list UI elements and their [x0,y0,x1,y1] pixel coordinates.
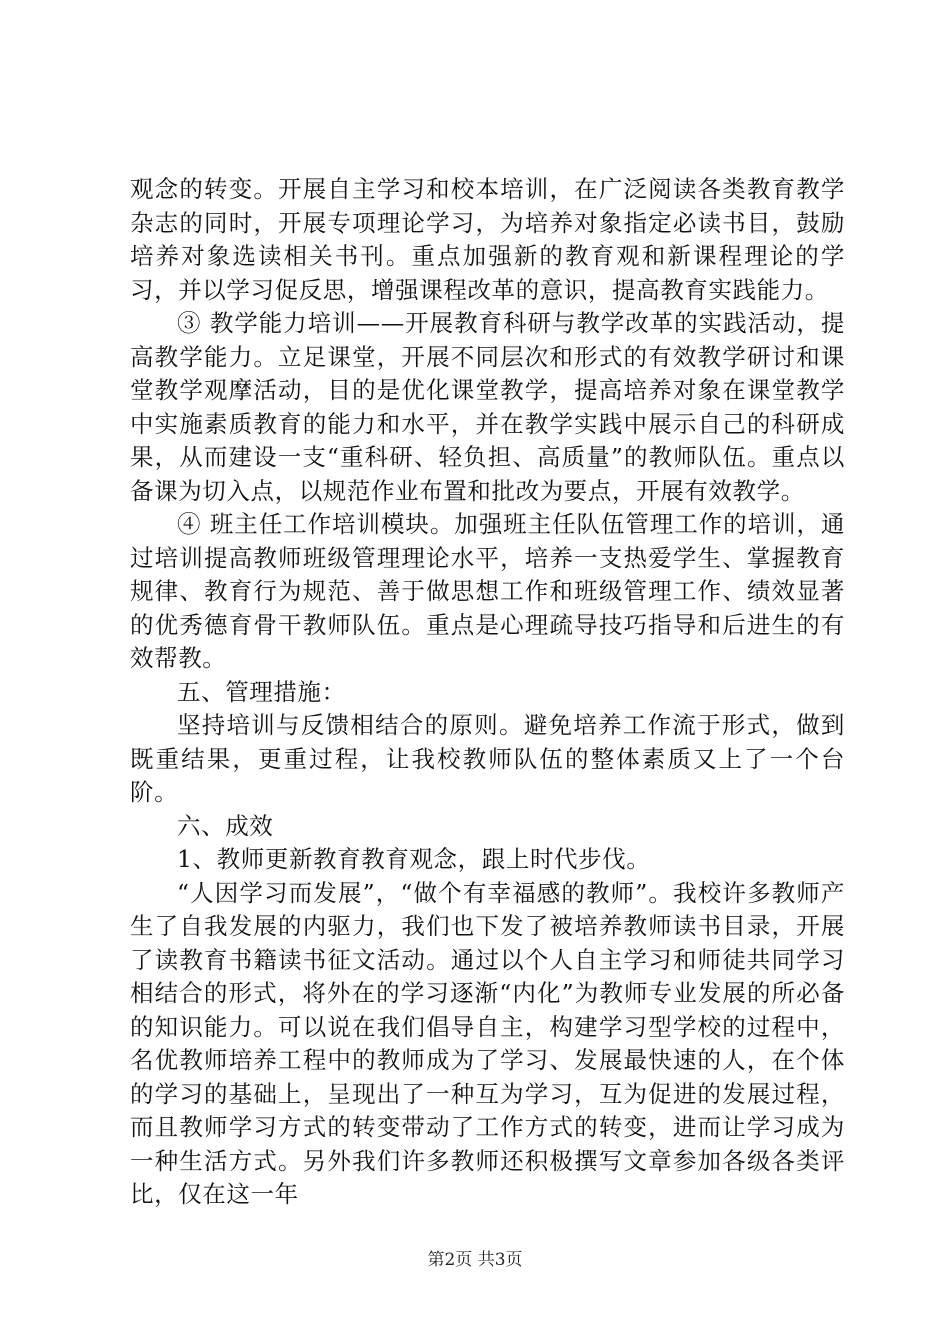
page-footer: 第2页 共3页 [427,1250,523,1270]
document-body [130,173,845,1212]
paragraph-continuation: 观念的转变。开展自主学习和校本培训，在广泛阅读各类教育教学杂志的同时，开展专项理论学习，为培养对象指定必读书目，鼓励培养对象选读相关书刊。重点加强新的教育观和新课程理论的学习，并以学习促反思，增强课程改革的意识，提高教育实践能力。 [130,175,845,304]
section-heading-results: 六、成效 [177,811,274,840]
paragraph-teaching-ability: ③ 教学能力培训——开展教育科研与教学改革的实践活动，提高教学能力。立足课堂，开展不同层次和形式的有效教学研讨和课堂教学观摩活动，目的是优化课堂教学，提高培养对象在课堂教学中实施素质教育的能力和水平，并在教学实践中展示自己的科研成果，从而建设一支“重科研、轻负担、高质量”的教师队伍。重点以备课为切入点，以规范作业布置和批改为要点，开展有效教学。 [130,309,845,505]
section-heading-management: 五、管理措施： [177,677,346,706]
paragraph-results-1: “人因学习而发展”，“做个有幸福感的教师”。我校许多教师产生了自我发展的内驱力，我们也下发了被培养教师读书目录，开展了读教育书籍读书征文活动。通过以个人自主学习和师徒共同学习相结合的形式，将外在的学习逐渐“内化”为教师专业发展的所必备的知识能力。可以说在我们倡导自主，构建学习型学校的过程中，名优教师培养工程中的教师成为了学习、发展最快速的人，在个体的学习的基础上，呈现出了一种互为学习，互为促进的发展过程，而且教师学习方式的转变带动了工作方式的转变，进而让学习成为一种生活方式。另外我们许多教师还积极撰写文章参加各级各类评比，仅在这一年 [130,878,845,1208]
subheading-results-1: 1、教师更新教育教育观念，跟上时代步伐。 [177,845,651,873]
paragraph-head-teacher-training: ④ 班主任工作培训模块。加强班主任队伍管理工作的培训，通过培训提高教师班级管理理论水平，培养一支热爱学生、掌握教育规律、教育行为规范、善于做思想工作和班级管理工作、绩效显著的优秀德育骨干教师队伍。重点是心理疏导技巧指导和后进生的有效帮教。 [130,510,845,672]
paragraph-management: 坚持培训与反馈相结合的原则。避免培养工作流于形式，做到既重结果，更重过程，让我校教师队伍的整体素质又上了一个台阶。 [130,711,845,806]
